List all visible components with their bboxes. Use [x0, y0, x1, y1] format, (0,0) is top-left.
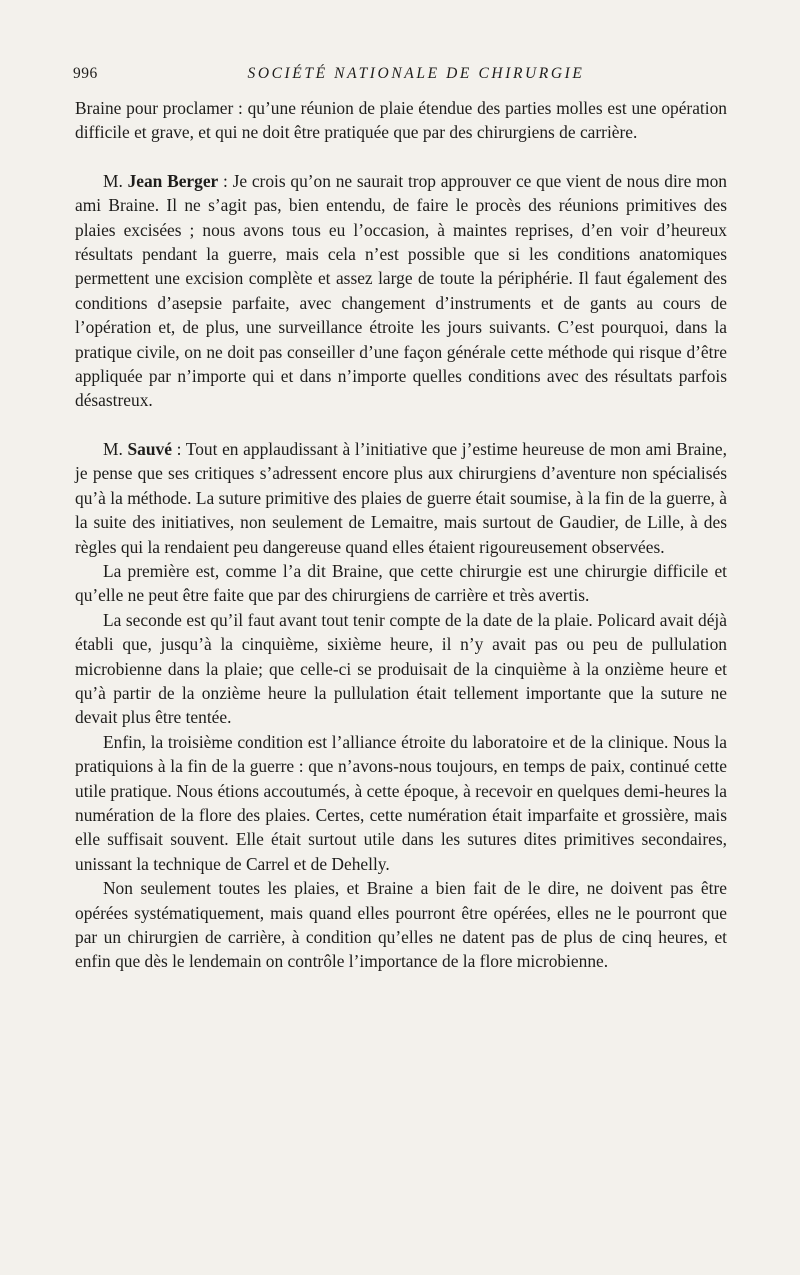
paragraph-sauve: M. Sauvé : Tout en applaudissant à l’initiative que j’estime heureuse de mon ami Braine, je pense que ses critiques s’adressent encore plus aux chirurgiens d’aventure non spécialisés qu’à la méthode. La suture primitive des plaies de guerre était soumise, à la fin de la guerre, à la suite des initiatives, non seulement de Lemaitre, mais surtout de Gaudier, de Lille, à des règles qui la rendaient peu dangereuse quand elles étaient rigoureusement observées.: [75, 438, 727, 557]
paragraph-continuation: Braine pour proclamer : qu’une réunion de plaie étendue des parties molles est une opération difficile et grave, et qui ne doit être pratiquée que par des chirurgiens de carrière.: [75, 98, 727, 143]
body-text: [75, 96, 727, 974]
paragraph-third-condition: Enfin, la troisième condition est l’alliance étroite du laboratoire et de la clinique. Nous la pratiquions à la fin de la guerre : que n’avons-nous toujours, en temps de paix, continué cette utile pratique. Nous étions accoutumés, à cette époque, à recevoir en quelques demi-heures la numération de la flore des plaies. Certes, cette numération était imparfaite et grossière, mais elle suffisait souvent. Elle était surtout utile dans les sutures dites primitives secondaires, unissant la technique de Carrel et de Dehelly.: [75, 731, 727, 874]
paragraph-berger: M. Jean Berger : Je crois qu’on ne saurait trop approuver ce que vient de nous dire mon ami Braine. Il ne s’agit pas, bien entendu, de faire le procès des réunions primitives des plaies excisées ; nous avons tous eu l’occasion, à maintes reprises, d’en voir d’heureux résultats pendant la guerre, mais cela n’est possible que si les conditions anatomiques permettent une excision complète et assez large de toute la périphérie. Il faut également des conditions d’asepsie parfaite, avec changement d’instruments et de gants au cours de l’opération et, de plus, une surveillance étroite les jours suivants. C’est pourquoi, dans la pratique civile, on ne doit pas conseiller d’une façon générale cette méthode qui risque d’être appliquée par n’importe qui et dans n’importe quelles conditions avec des résultats parfois désastreux.: [75, 170, 727, 411]
page-header: [75, 62, 727, 86]
document-page: [75, 62, 727, 974]
page-number: 996: [73, 65, 98, 82]
speaker-name: Sauvé: [127, 438, 172, 459]
paragraph-second-condition: La seconde est qu’il faut avant tout tenir compte de la date de la plaie. Policard avait déjà établi que, jusqu’à la cinquième, sixième heure, il n’y avait pas ou peu de pullulation microbienne dans la plaie; que celle-ci se produisait de la cinquième à la onzième heure et qu’à partir de la onzième heure la pullulation était tellement importante que la suture ne devait plus être tentée.: [75, 609, 727, 728]
paragraph-first-condition: La première est, comme l’a dit Braine, que cette chirurgie est une chirurgie difficile et qu’elle ne peut être faite que par des chirurgiens de carrière et très avertis.: [75, 560, 727, 606]
running-head: SOCIÉTÉ NATIONALE DE CHIRURGIE: [247, 65, 585, 82]
speaker-name: Jean Berger: [127, 170, 219, 191]
paragraph-conclusion: Non seulement toutes les plaies, et Braine a bien fait de le dire, ne doivent pas être opérées systématiquement, mais quand elles pourront être opérées, elles ne le pourront que par un chirurgien de carrière, à condition qu’elles ne datent pas de plus de cinq heures, et enfin que dès le lendemain on contrôle l’importance de la flore microbienne.: [75, 878, 727, 972]
